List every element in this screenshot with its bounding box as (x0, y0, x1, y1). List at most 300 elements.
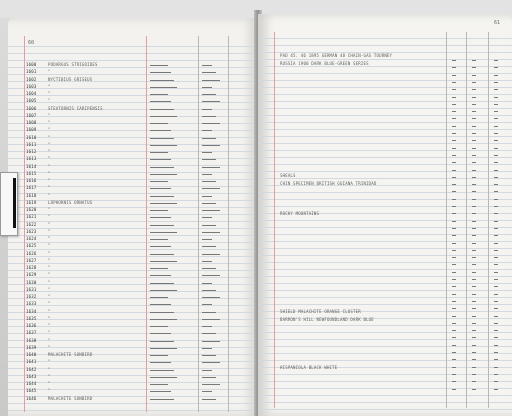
check-mark (472, 294, 476, 295)
entry-number: 1619 (26, 199, 37, 205)
code-mark (150, 145, 177, 146)
check-mark (494, 323, 498, 324)
check-mark (494, 126, 498, 127)
measure-mark (202, 290, 216, 291)
check-mark (452, 82, 456, 83)
code-mark (150, 159, 171, 160)
check-mark (494, 316, 498, 317)
check-mark (494, 221, 498, 222)
code-mark (150, 167, 174, 168)
note-line: SHEALS (280, 173, 296, 178)
check-mark (452, 264, 456, 265)
check-mark (494, 381, 498, 382)
check-mark (452, 148, 456, 149)
measure-mark (202, 174, 212, 175)
entry-number: 1622 (26, 221, 37, 227)
check-mark (494, 118, 498, 119)
code-mark (150, 217, 171, 218)
check-mark (494, 162, 498, 163)
code-mark (150, 304, 171, 305)
entry-name: MALACHITE SUNBIRD (48, 352, 93, 357)
note-line: RUSSIA 1900 DARK BLUE-GREEN SERIES (280, 61, 369, 66)
check-mark (452, 221, 456, 222)
entry-number: 1636 (26, 323, 37, 328)
measure-mark (202, 152, 212, 153)
code-mark (150, 203, 177, 204)
check-mark (452, 111, 456, 112)
entry-number: 1626 (26, 250, 37, 256)
check-mark (494, 228, 498, 229)
entry-number: 1610 (26, 134, 37, 140)
check-mark (472, 272, 476, 273)
check-mark (472, 133, 476, 134)
check-mark (452, 60, 456, 61)
check-mark (452, 323, 456, 324)
check-mark (472, 213, 476, 214)
measure-mark (202, 297, 220, 298)
entry-number: 1638 (26, 337, 37, 343)
open-ledger (8, 10, 512, 416)
entry-number: 1623 (26, 228, 37, 234)
code-mark (150, 232, 177, 233)
code-mark (150, 138, 174, 139)
check-mark (452, 126, 456, 127)
measure-mark (202, 370, 212, 371)
entry-name: " (48, 381, 51, 386)
check-mark (494, 191, 498, 192)
check-mark (472, 316, 476, 317)
check-mark (472, 82, 476, 83)
check-mark (472, 279, 476, 280)
check-mark (494, 301, 498, 302)
check-mark (472, 228, 476, 229)
entry-name: " (48, 91, 51, 96)
check-mark (494, 170, 498, 171)
code-mark (150, 65, 168, 66)
measure-mark (202, 159, 216, 160)
check-mark (472, 381, 476, 382)
measure-mark (202, 138, 216, 139)
measure-mark (202, 399, 216, 400)
code-mark (150, 87, 177, 88)
check-mark (472, 235, 476, 236)
check-mark (452, 235, 456, 236)
note-line: CHIN SPECIMEN BRITISH GUIANA TRINIDAD (280, 181, 377, 186)
check-mark (494, 286, 498, 287)
left-page-number: 60 (28, 40, 35, 46)
entry-name: " (48, 294, 51, 299)
left-page (8, 18, 258, 416)
entry-number: 1641 (26, 359, 37, 365)
check-mark (472, 67, 476, 68)
check-mark (494, 206, 498, 207)
check-mark (494, 389, 498, 390)
entry-number: 1609 (26, 127, 37, 133)
entry-number: 1620 (26, 207, 37, 212)
entry-name: " (48, 178, 51, 183)
check-mark (472, 367, 476, 368)
check-mark (472, 155, 476, 156)
check-mark (494, 279, 498, 280)
entry-name: " (48, 337, 51, 343)
entry-name: MALACHITE SUNBIRD (48, 395, 93, 401)
measure-mark (202, 217, 212, 218)
entry-number: 1606 (26, 105, 37, 111)
entry-name: NYCTIBIUS GRISEUS (48, 76, 93, 82)
check-mark (452, 316, 456, 317)
check-mark (472, 374, 476, 375)
entry-number: 1616 (26, 178, 37, 183)
check-mark (472, 206, 476, 207)
check-mark (452, 294, 456, 295)
entry-name: " (48, 279, 51, 285)
entry-name: " (48, 83, 51, 89)
check-mark (452, 199, 456, 200)
measure-mark (202, 246, 216, 247)
measure-mark (202, 130, 212, 131)
entry-number: 1601 (26, 69, 37, 75)
check-mark (472, 199, 476, 200)
entry-name: " (48, 330, 51, 336)
check-mark (494, 330, 498, 331)
check-mark (452, 75, 456, 76)
code-mark (150, 290, 177, 291)
entry-number: 1643 (26, 373, 37, 379)
check-mark (494, 89, 498, 90)
check-mark (452, 381, 456, 382)
check-mark (472, 221, 476, 222)
code-mark (150, 348, 177, 349)
code-mark (150, 261, 177, 262)
entry-number: 1602 (26, 76, 37, 82)
entry-number: 1629 (26, 272, 37, 278)
check-mark (494, 199, 498, 200)
check-mark (494, 75, 498, 76)
entry-name: " (48, 250, 51, 256)
measure-mark (202, 355, 216, 356)
check-mark (452, 162, 456, 163)
check-mark (494, 367, 498, 368)
check-mark (452, 206, 456, 207)
code-mark (150, 355, 168, 356)
measure-mark (202, 304, 212, 305)
code-mark (150, 391, 171, 392)
code-mark (150, 72, 171, 73)
check-mark (494, 243, 498, 244)
check-mark (494, 140, 498, 141)
entry-name: " (48, 344, 51, 350)
measure-mark (202, 210, 220, 211)
entry-number: 1612 (26, 149, 37, 154)
entry-number: 1637 (26, 330, 37, 336)
entry-number: 1625 (26, 243, 37, 249)
entry-number: 1633 (26, 301, 37, 307)
check-mark (494, 257, 498, 258)
right-page (258, 14, 512, 416)
check-mark (452, 89, 456, 90)
entry-name: " (48, 388, 51, 394)
check-mark (452, 228, 456, 229)
entry-name: " (48, 236, 51, 241)
check-mark (452, 170, 456, 171)
check-mark (452, 330, 456, 331)
check-mark (472, 177, 476, 178)
check-mark (472, 148, 476, 149)
entry-name: " (48, 243, 51, 249)
measure-mark (202, 116, 216, 117)
measure-mark (202, 101, 220, 102)
code-mark (150, 196, 174, 197)
entry-name: " (48, 141, 51, 147)
check-mark (452, 279, 456, 280)
check-mark (472, 337, 476, 338)
check-mark (452, 213, 456, 214)
entry-name: " (48, 272, 51, 278)
code-mark (150, 101, 171, 102)
code-mark (150, 188, 171, 189)
check-mark (472, 97, 476, 98)
check-mark (452, 250, 456, 251)
check-mark (494, 337, 498, 338)
code-mark (150, 109, 174, 110)
entry-number: 1634 (26, 308, 37, 314)
measure-mark (202, 239, 212, 240)
check-mark (494, 148, 498, 149)
entry-name: " (48, 134, 51, 140)
check-mark (472, 352, 476, 353)
entry-number: 1635 (26, 315, 37, 321)
measure-mark (202, 65, 212, 66)
measure-mark (202, 225, 216, 226)
entry-number: 1628 (26, 265, 37, 270)
check-mark (472, 162, 476, 163)
code-mark (150, 319, 177, 320)
code-mark (150, 246, 171, 247)
entry-name: " (48, 170, 51, 176)
check-mark (472, 323, 476, 324)
entry-name: " (48, 366, 51, 372)
code-mark (150, 130, 171, 131)
measure-mark (202, 268, 216, 269)
check-mark (472, 308, 476, 309)
code-mark (150, 225, 174, 226)
check-mark (494, 82, 498, 83)
check-mark (472, 60, 476, 61)
measure-mark (202, 348, 212, 349)
check-mark (472, 243, 476, 244)
entry-name: " (48, 308, 51, 314)
check-mark (472, 170, 476, 171)
code-mark (150, 326, 168, 327)
measure-mark (202, 319, 220, 320)
entry-number: 1646 (26, 395, 37, 401)
entry-name: " (48, 315, 51, 321)
entry-name: " (48, 120, 51, 125)
entry-name: " (48, 373, 51, 379)
check-mark (452, 286, 456, 287)
code-mark (150, 210, 168, 211)
check-mark (472, 111, 476, 112)
measure-mark (202, 326, 212, 327)
check-mark (494, 235, 498, 236)
check-mark (472, 264, 476, 265)
check-mark (452, 359, 456, 360)
measure-mark (202, 145, 220, 146)
check-mark (452, 243, 456, 244)
check-mark (494, 184, 498, 185)
entry-name: " (48, 214, 51, 220)
entry-number: 1642 (26, 366, 37, 372)
code-mark (150, 181, 168, 182)
entry-number: 1613 (26, 156, 37, 162)
code-mark (150, 254, 174, 255)
code-mark (150, 152, 168, 153)
check-mark (452, 337, 456, 338)
entry-number: 1618 (26, 192, 37, 198)
entry-number: 1624 (26, 236, 37, 241)
check-mark (494, 213, 498, 214)
index-tab-mark (13, 178, 16, 228)
entry-name: " (48, 265, 51, 270)
entry-name: LOPHORNIS ORNATUS (48, 199, 93, 205)
check-mark (472, 250, 476, 251)
entry-name: " (48, 98, 51, 104)
measure-mark (202, 181, 216, 182)
check-mark (472, 330, 476, 331)
check-mark (494, 264, 498, 265)
measure-mark (202, 203, 216, 204)
check-mark (494, 352, 498, 353)
check-mark (452, 301, 456, 302)
code-mark (150, 297, 168, 298)
entry-number: 1627 (26, 257, 37, 263)
check-mark (452, 133, 456, 134)
entry-number: 1631 (26, 286, 37, 292)
code-mark (150, 377, 177, 378)
code-mark (150, 341, 174, 342)
entry-name: " (48, 228, 51, 234)
check-mark (452, 272, 456, 273)
check-mark (452, 140, 456, 141)
measure-mark (202, 391, 212, 392)
measure-mark (202, 109, 212, 110)
note-line: SHIELD MALACHITE ORANGE CLUSTER (280, 309, 361, 314)
check-mark (472, 140, 476, 141)
measure-mark (202, 333, 216, 334)
entry-number: 1604 (26, 91, 37, 96)
check-mark (472, 301, 476, 302)
code-mark (150, 80, 174, 81)
entry-name: " (48, 286, 51, 292)
entry-number: 1600 (26, 62, 37, 67)
check-mark (494, 97, 498, 98)
measure-mark (202, 377, 216, 378)
entry-number: 1644 (26, 381, 37, 386)
measure-mark (202, 283, 212, 284)
check-mark (472, 75, 476, 76)
check-mark (472, 118, 476, 119)
check-mark (494, 155, 498, 156)
entry-name: " (48, 149, 51, 154)
check-mark (452, 97, 456, 98)
measure-mark (202, 384, 220, 385)
entry-number: 1615 (26, 170, 37, 176)
code-mark (150, 384, 168, 385)
code-mark (150, 174, 177, 175)
check-mark (452, 184, 456, 185)
check-mark (494, 308, 498, 309)
check-mark (494, 111, 498, 112)
check-mark (494, 374, 498, 375)
note-line: ROCKY MOUNTAINS (280, 211, 320, 216)
measure-mark (202, 87, 212, 88)
check-mark (472, 191, 476, 192)
code-mark (150, 239, 168, 240)
code-mark (150, 116, 177, 117)
entry-name: " (48, 156, 51, 162)
entry-name: " (48, 69, 51, 75)
code-mark (150, 275, 171, 276)
check-mark (472, 286, 476, 287)
entry-number: 1603 (26, 83, 37, 89)
check-mark (452, 352, 456, 353)
check-mark (494, 67, 498, 68)
check-mark (472, 104, 476, 105)
entry-name: " (48, 127, 51, 133)
entry-name: " (48, 359, 51, 365)
entry-number: 1639 (26, 344, 37, 350)
check-mark (472, 257, 476, 258)
code-mark (150, 370, 174, 371)
right-page-number: 61 (494, 20, 501, 26)
entry-name: PODARGUS STRIGOIDES (48, 62, 98, 67)
check-mark (472, 184, 476, 185)
check-mark (494, 250, 498, 251)
check-mark (452, 118, 456, 119)
entry-name: STEATORNIS CARIPENSIS (48, 105, 103, 111)
code-mark (150, 399, 174, 400)
measure-mark (202, 275, 220, 276)
entry-name: " (48, 192, 51, 198)
check-mark (472, 126, 476, 127)
entry-name: " (48, 207, 51, 212)
entry-number: 1630 (26, 279, 37, 285)
check-mark (494, 272, 498, 273)
code-mark (150, 362, 171, 363)
check-mark (452, 374, 456, 375)
entry-number: 1614 (26, 163, 37, 169)
check-mark (452, 155, 456, 156)
entry-name: " (48, 163, 51, 169)
entry-number: 1632 (26, 294, 37, 299)
measure-mark (202, 123, 220, 124)
check-mark (494, 177, 498, 178)
entry-name: " (48, 112, 51, 118)
code-mark (150, 333, 171, 334)
check-mark (472, 345, 476, 346)
check-mark (494, 359, 498, 360)
measure-mark (202, 196, 212, 197)
code-mark (150, 94, 168, 95)
entry-name: " (48, 323, 51, 328)
note-line: BARRON'S HILL NEWFOUNDLAND DARK BLUE (280, 317, 374, 322)
check-mark (472, 359, 476, 360)
measure-mark (202, 261, 212, 262)
check-mark (452, 104, 456, 105)
measure-mark (202, 80, 220, 81)
check-mark (494, 294, 498, 295)
entry-name: " (48, 301, 51, 307)
